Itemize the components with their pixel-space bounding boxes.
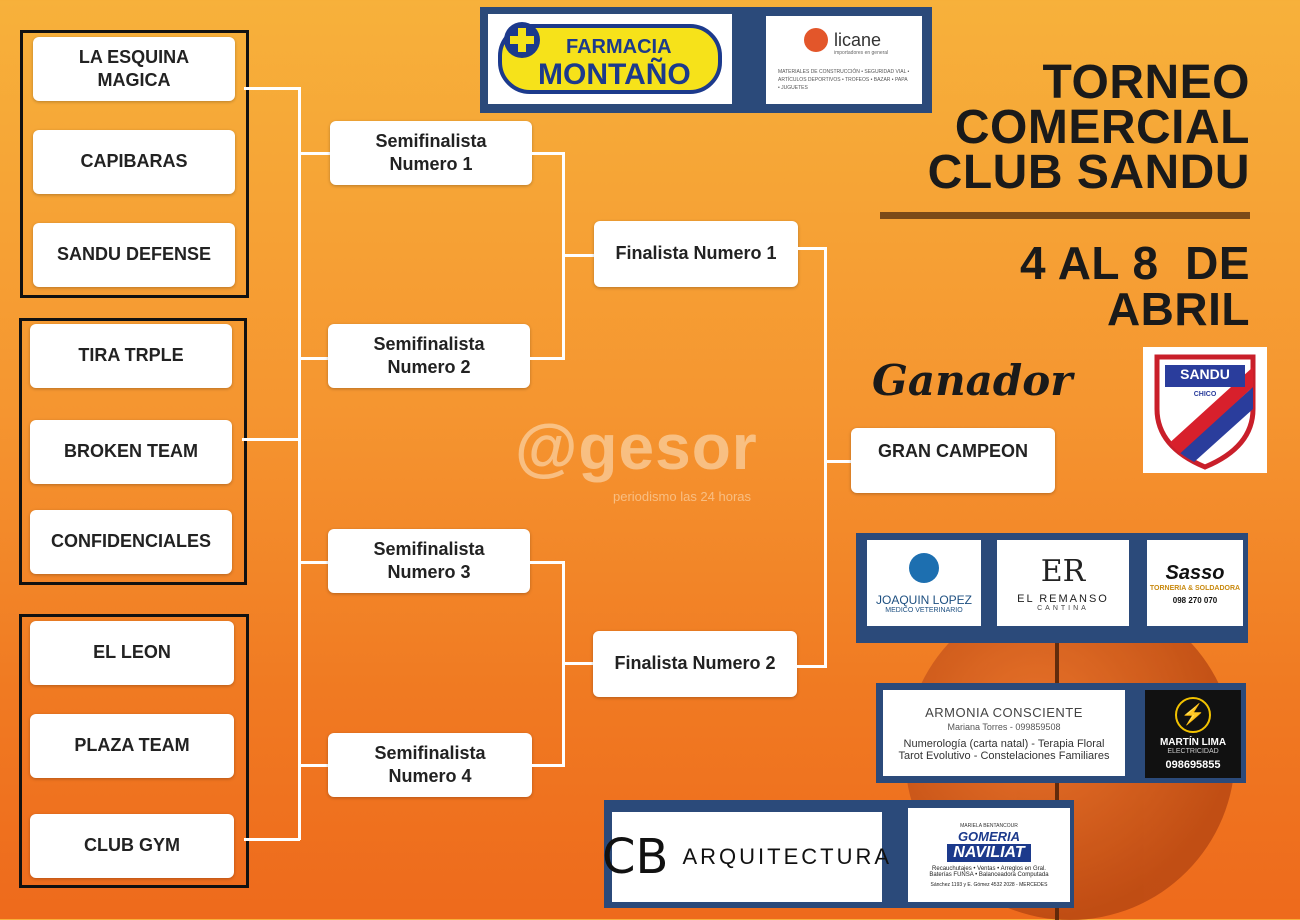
bracket-line (798, 247, 826, 250)
bracket-line (300, 152, 330, 155)
sasso-name: Sasso (1165, 561, 1225, 584)
watermark-tagline: periodismo las 24 horas (613, 489, 752, 504)
farmacia-top-text: FARMACIA (566, 36, 672, 58)
licane-name: licane (834, 30, 882, 50)
semifinal-slot-2: Semifinalista Numero 2 (328, 324, 530, 388)
licane-tagline: importadores en general (834, 50, 889, 56)
farmacia-cross-icon (504, 22, 540, 58)
bracket-line (298, 87, 301, 840)
dates-line-2: ABRIL (1106, 283, 1250, 335)
bracket-line (562, 254, 594, 257)
martin-phone: 098695855 (1165, 759, 1221, 771)
team-confidenciales: CONFIDENCIALES (30, 510, 232, 574)
martin-role: ELECTRICIDAD (1167, 748, 1219, 755)
title-line-1: TORNEO (1042, 56, 1250, 109)
licane-logo-icon (804, 28, 828, 52)
sponsor-sasso (1147, 540, 1243, 626)
paw-icon (909, 553, 939, 583)
bracket-line (244, 87, 300, 90)
gomeria-name: GOMERIA (957, 828, 1021, 844)
sponsor-gomeria-naviliat (908, 808, 1070, 902)
cb-name: ARQUITECTURA (682, 844, 893, 869)
team-plaza-team: PLAZA TEAM (30, 714, 234, 778)
title-line-3: CLUB SANDU (927, 146, 1250, 199)
remanso-name: EL REMANSO (1017, 593, 1109, 605)
bracket-line (244, 838, 300, 841)
gomeria-services-2: Baterías FUNSA • Balanceadora Computada (929, 871, 1049, 878)
title-line-2: COMERCIAL (954, 101, 1250, 154)
lightning-icon: ⚡ (1175, 697, 1211, 733)
team-broken-team: BROKEN TEAM (30, 420, 232, 484)
team-tira-trple: TIRA TRPLE (30, 324, 232, 388)
team-club-gym: CLUB GYM (30, 814, 234, 878)
watermark (515, 410, 805, 510)
sponsor-el-remanso (997, 540, 1129, 626)
sponsor-licane (766, 16, 922, 104)
semifinal-slot-4: Semifinalista Numero 4 (328, 733, 532, 797)
team-la-esquina-magica: LA ESQUINA MAGICA (33, 37, 235, 101)
bracket-line (530, 357, 564, 360)
bracket-line (300, 357, 330, 360)
licane-details: MATERIALES DE CONSTRUCCIÓN • SEGURIDAD VIAL • ARTÍCULOS DEPORTIVOS • TROFEOS • BAZAR • PAPA • JUGUETES (778, 69, 910, 91)
club-name: SANDU (1180, 366, 1230, 382)
sponsor-armonia-consciente (883, 690, 1125, 776)
sponsor-joaquin-lopez (867, 540, 981, 626)
team-capibaras: CAPIBARAS (33, 130, 235, 194)
final-slot-1: Finalista Numero 1 (594, 221, 798, 287)
team-el-leon: EL LEON (30, 621, 234, 685)
bracket-line (300, 561, 330, 564)
club-sub: CHICO (1193, 391, 1217, 398)
champion-slot: GRAN CAMPEON (851, 428, 1055, 493)
sasso-phone: 098 270 070 (1172, 595, 1218, 605)
gomeria-brand: NAVILIAT (947, 844, 1030, 862)
semifinal-slot-1: Semifinalista Numero 1 (330, 121, 532, 185)
bracket-line (300, 764, 330, 767)
martin-name: MARTÍN LIMA (1159, 737, 1227, 748)
bracket-line (530, 561, 564, 564)
winner-label: Ganador (872, 356, 1073, 405)
armonia-name: ARMONIA CONSCIENTE (925, 704, 1083, 720)
armonia-services-2: Tarot Evolutivo - Constelaciones Familiares (898, 749, 1110, 762)
final-slot-2: Finalista Numero 2 (593, 631, 797, 697)
club-logo (1143, 347, 1267, 473)
dates-line-1: 4 AL 8 DE (1020, 237, 1250, 289)
armonia-person: Mariana Torres - 099859508 (947, 721, 1061, 732)
bracket-line (242, 438, 300, 441)
bracket-line (826, 460, 852, 463)
sponsor-martin-lima (1145, 690, 1241, 778)
sponsor-farmacia-montano (488, 14, 732, 104)
team-sandu-defense: SANDU DEFENSE (33, 223, 235, 287)
bracket-line (562, 662, 594, 665)
bracket-line (797, 665, 826, 668)
bracket-line (532, 764, 564, 767)
semifinal-slot-3: Semifinalista Numero 3 (328, 529, 530, 593)
farmacia-bottom-text: MONTAÑO (538, 58, 691, 91)
watermark-brand: @gesor (515, 411, 758, 483)
joaquin-role: MEDICO VETERINARIO (885, 606, 963, 614)
remanso-monogram: ER (1040, 554, 1086, 589)
joaquin-name: JOAQUIN LOPEZ (875, 592, 973, 607)
sponsor-cb-arquitectura (602, 812, 893, 902)
armonia-services-1: Numerología (carta natal) - Terapia Floral (903, 737, 1105, 750)
bracket-line (824, 247, 827, 668)
gomeria-services-1: Recauchutajes • Ventas • Arreglos en Gral. (932, 865, 1046, 872)
sasso-role: TORNERIA & SOLDADORA (1149, 584, 1241, 592)
title-divider (880, 212, 1250, 219)
gomeria-address: Sánchez 1193 y E. Gómez 4532 2028 - MERCEDES (930, 881, 1048, 888)
remanso-role: CANTINA (1037, 605, 1089, 612)
cb-mark: CB (602, 829, 669, 885)
gomeria-owner: MARIELA BENTANCOUR (960, 822, 1018, 829)
bracket-line (532, 152, 564, 155)
